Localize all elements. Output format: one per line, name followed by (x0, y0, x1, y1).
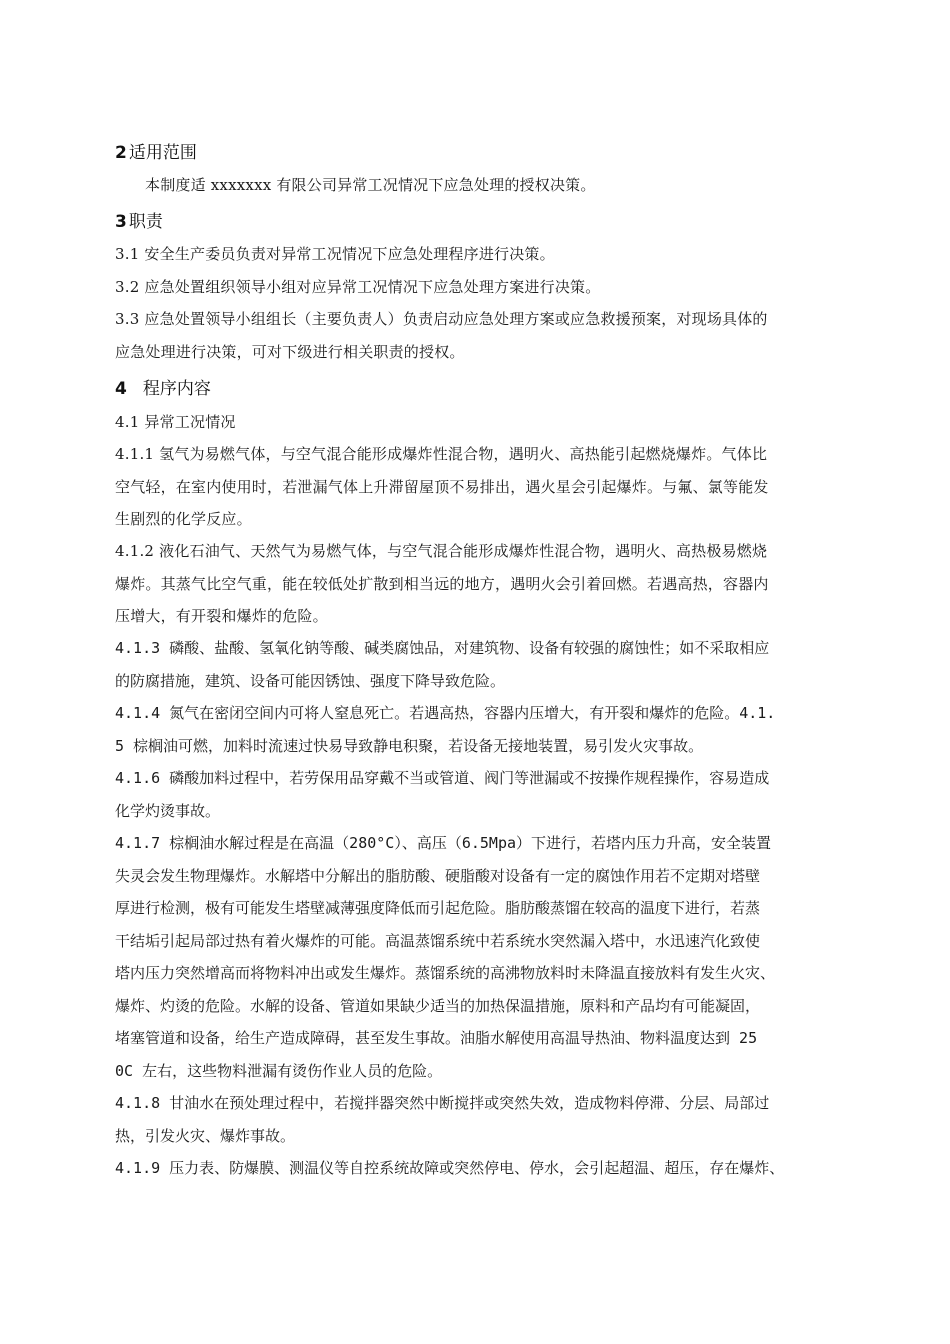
section-2-body: 本制度适 xxxxxxx 有限公司异常工况情况下应急处理的授权决策。 (145, 176, 596, 194)
paragraph-4-1-1: 4.1.1 氢气为易燃气体，与空气混合能形成爆炸性混合物，遇明火、高热能引起燃烧爆炸。气体比 空气轻，在室内使用时，若泄漏气体上升滞留屋顶不易排出，遇火星会引起爆炸。与氟、氯等能发 生剧烈的化学反应。 (115, 445, 769, 528)
paragraph-3-3: 3.3 应急处置领导小组组长（主要负责人）负责启动应急处理方案或应急救援预案，对现场具体的 应急处理进行决策，可对下级进行相关职责的授权。 (115, 310, 768, 361)
section-2-number: 2 (115, 143, 127, 163)
section-3-number: 3 (115, 212, 127, 232)
section-2-title: 适用范围 (128, 143, 197, 163)
paragraph-3-1: 3.1 安全生产委员负责对异常工况情况下应急处理程序进行决策。 (115, 245, 555, 263)
paragraph-4-1-4: 4.1.4 氮气在密闭空间内可将人窒息死亡。若遇高热，容器内压增大，有开裂和爆炸的危险。4.1. 5 棕榈油可燃，加料时流速过快易导致静电积聚，若设备无接地装置，易引发火灾事故。 (115, 704, 776, 755)
section-4-number: 4 (115, 379, 127, 399)
paragraph-4-1-3: 4.1.3 磷酸、盐酸、氢氧化钠等酸、碱类腐蚀品，对建筑物、设备有较强的腐蚀性；如不采取相应 的防腐措施，建筑、设备可能因锈蚀、强度下降导致危险。 (115, 639, 770, 690)
paragraph-3-2: 3.2 应急处置组织领导小组对应异常工况情况下应急处理方案进行决策。 (115, 278, 601, 296)
section-4-heading (115, 374, 211, 399)
paragraph-4-1-9: 4.1.9 压力表、防爆膜、测温仪等自控系统故障或突然停电、停水，会引起超温、超压，存在爆炸、 (115, 1159, 785, 1177)
paragraph-4-1-2: 4.1.2 液化石油气、天然气为易燃气体，与空气混合能形成爆炸性混合物，遇明火、高热极易燃烧 爆炸。其蒸气比空气重，能在较低处扩散到相当远的地方，遇明火会引着回燃。若遇高热，容器内 压增大，有开裂和爆炸的危险。 (115, 542, 769, 625)
section-2-heading (115, 138, 197, 163)
paragraph-4-1-8: 4.1.8 甘油水在预处理过程中，若搅拌器突然中断搅拌或突然失效，造成物料停滞、分层、局部过 热，引发火灾、爆炸事故。 (115, 1094, 770, 1145)
paragraph-4-1: 4.1 异常工况情况 (115, 413, 236, 431)
paragraph-4-1-6: 4.1.6 磷酸加料过程中，若劳保用品穿戴不当或管道、阀门等泄漏或不按操作规程操作，容易造成 化学灼烫事故。 (115, 769, 770, 820)
section-3-title: 职责 (128, 212, 163, 232)
paragraph-4-1-7: 4.1.7 棕榈油水解过程是在高温（280°C）、高压（6.5Mpa）下进行，若塔内压力升高，安全装置 失灵会发生物理爆炸。水解塔中分解出的脂肪酸、硬脂酸对设备有一定的腐蚀作用若不定期对塔壁 厚进行检测，极有可能发生塔壁减薄强度降低而引起危险。脂肪酸蒸馏在较高的温度下进行，若蒸 干结垢引起局部过热有着火爆炸的可能。高温蒸馏系统中若系统水突然漏入塔中，水迅速汽化致使 塔内压力突然增高而将物料冲出或发生爆炸。蒸馏系统的高沸物放料时未降温直接放料有发生火灾、 爆炸、灼烫的危险。水解的设备、管道如果缺少适当的加热保温措施，原料和产品均有可能凝固， 堵塞管道和设备，给生产造成障碍，甚至发生事故。油脂水解使用高温导热油、物料温度达到 25 0C 左右，这些物料泄漏有烫伤作业人员的危险。 (115, 834, 776, 1080)
section-3-heading (115, 207, 163, 232)
section-4-title: 程序内容 (142, 379, 211, 399)
